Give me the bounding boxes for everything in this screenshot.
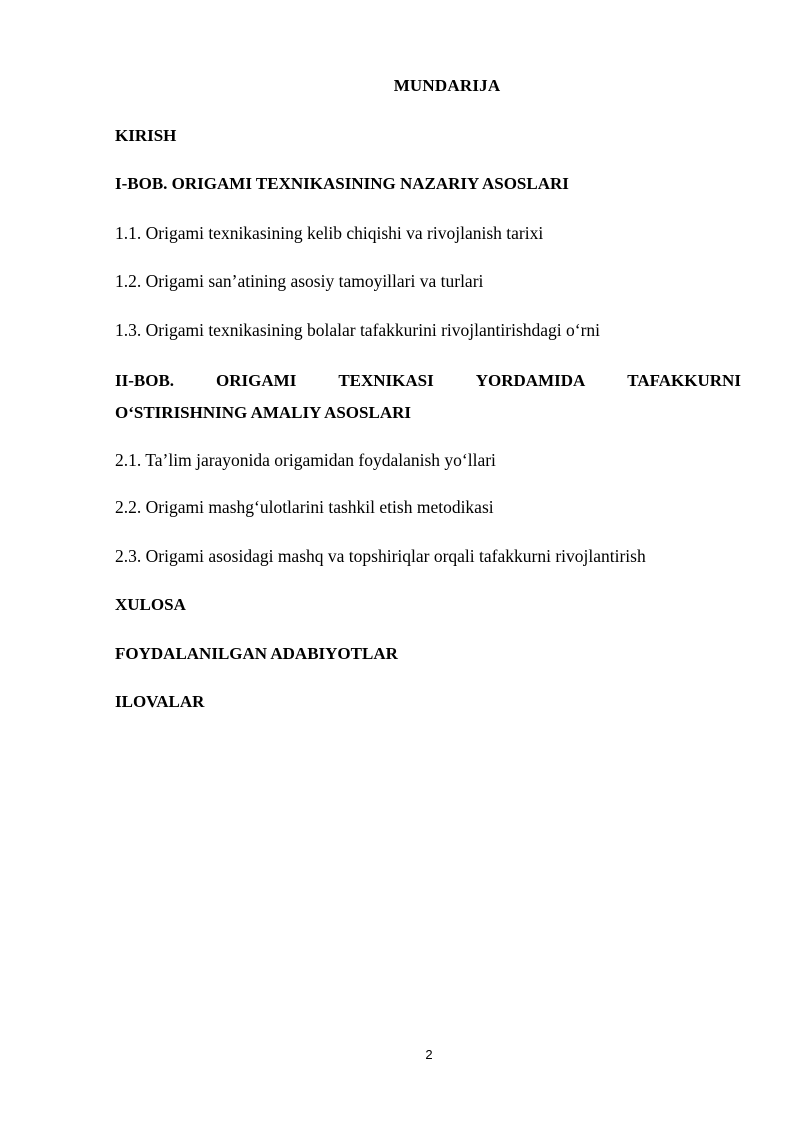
toc-entry-chapter-2 [115,366,741,427]
page-number: 2 [425,1047,433,1062]
chapter-2-word: ORIGAMI [216,371,297,390]
toc-entry-section-1-2: 1.2. Origami san’atining asosiy tamoyillari va turlari [115,271,484,291]
chapter-2-word: II-BOB. [115,371,175,390]
toc-entry-kirish: KIRISH [115,126,177,145]
chapter-2-word: YORDAMIDA [475,371,586,390]
toc-entry-section-2-3: 2.3. Origami asosidagi mashq va topshiriqlar orqali tafakkurni rivojlantirish [115,546,646,566]
chapter-2-word: TEXNIKASI [338,371,434,390]
toc-entry-section-2-1: 2.1. Ta’lim jarayonida origamidan foydalanish yo‘llari [115,450,496,470]
chapter-2-line-2: O‘STIRISHNING AMALIY ASOSLARI [115,403,411,422]
chapter-2-word: TAFAKKURNI [627,371,741,390]
toc-entry-section-2-2: 2.2. Origami mashg‘ulotlarini tashkil etish metodikasi [115,497,494,517]
toc-entry-chapter-1: I-BOB. ORIGAMI TEXNIKASINING NAZARIY ASOSLARI [115,174,569,193]
toc-entry-section-1-1: 1.1. Origami texnikasining kelib chiqishi va rivojlanish tarixi [115,223,544,243]
page-title: MUNDARIJA [393,76,501,95]
toc-entry-section-1-3: 1.3. Origami texnikasining bolalar tafakkurini rivojlantirishdagi o‘rni [115,320,601,340]
chapter-2-line-1 [115,366,741,395]
toc-entry-xulosa: XULOSA [115,595,186,614]
toc-entry-appendices: ILOVALAR [115,692,205,711]
toc-entry-references: FOYDALANILGAN ADABIYOTLAR [115,644,398,663]
